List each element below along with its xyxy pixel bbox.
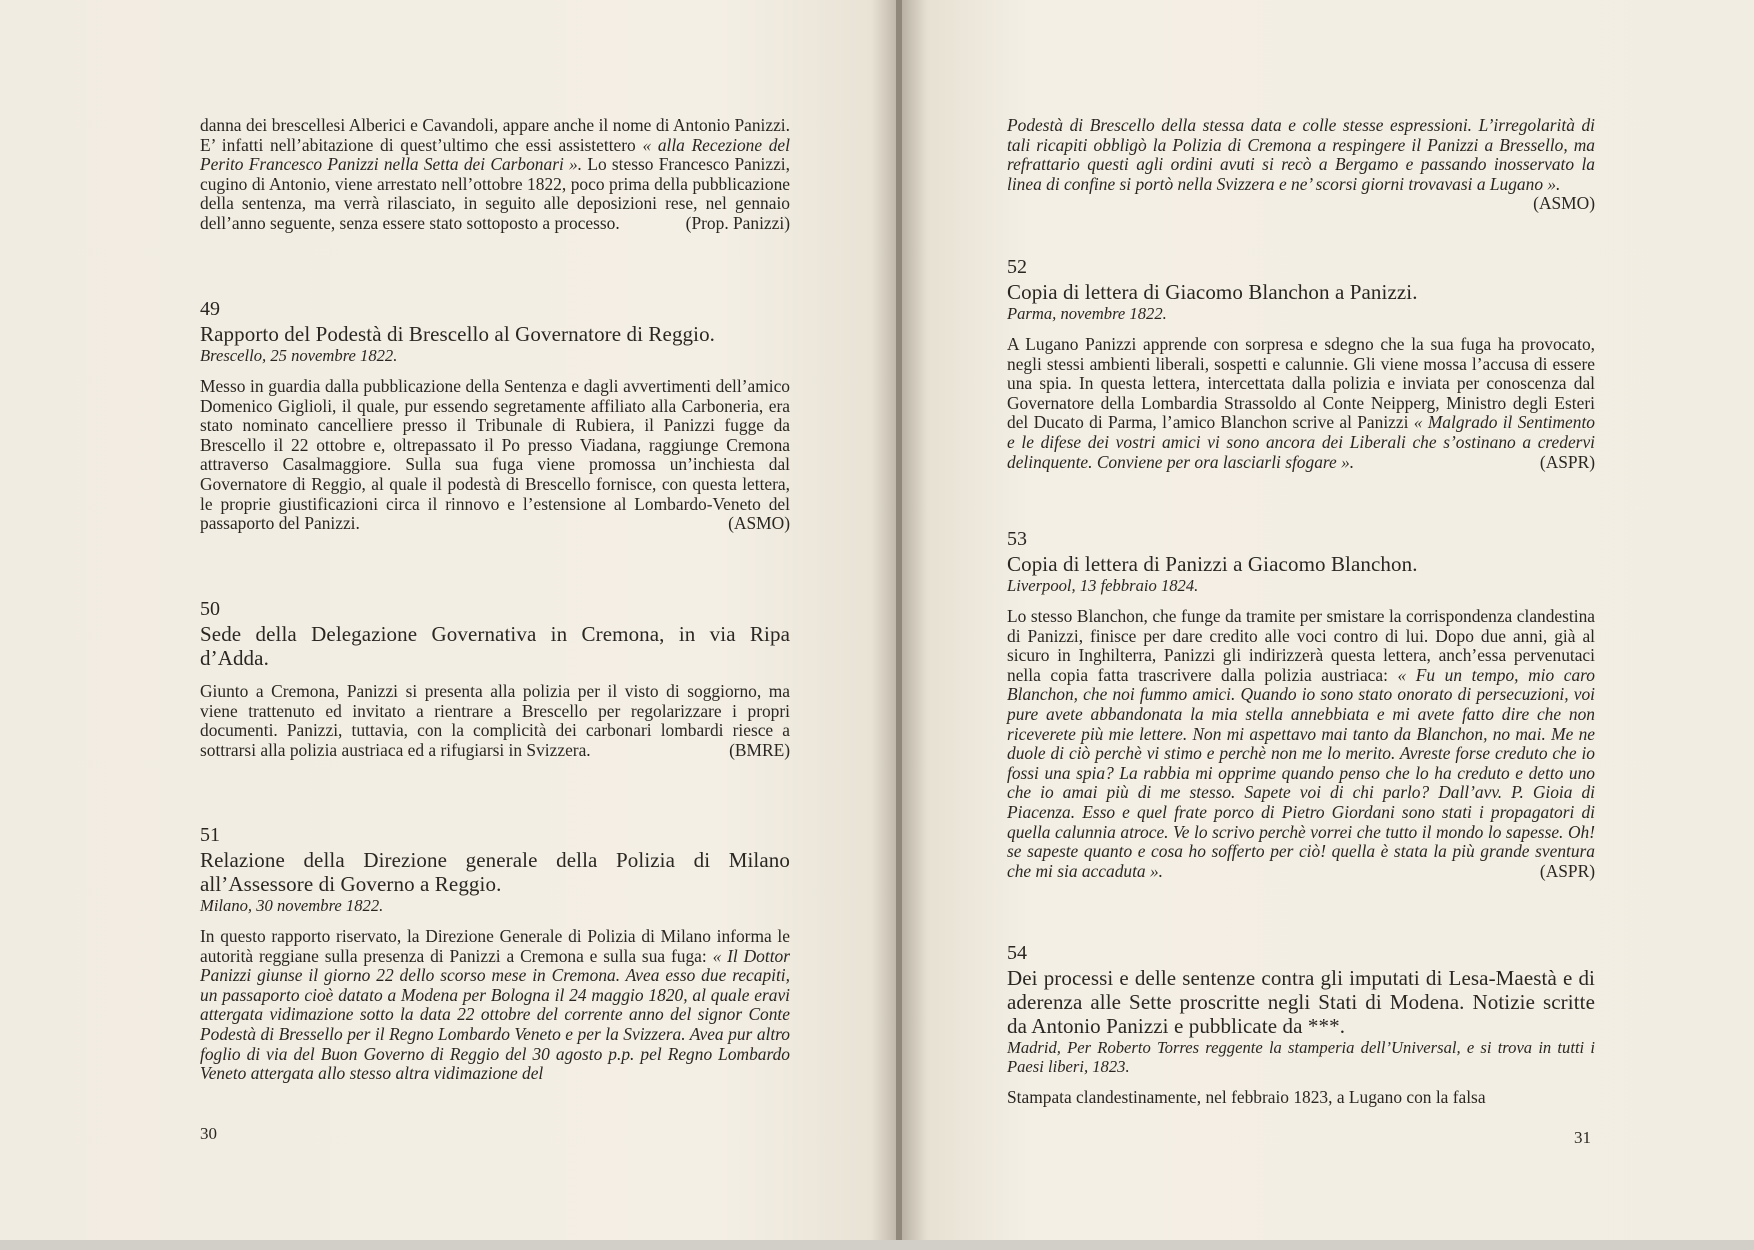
entry-body: Stampata clandestinamente, nel febbraio 1823, a Lugano con la falsa [1007,1087,1486,1107]
entry-number: 53 [1007,528,1027,550]
right-page [902,0,1754,1240]
source-citation: (ASMO) [728,513,790,534]
page-number-left: 30 [200,1124,217,1143]
entry-date: Parma, novembre 1822. [1007,304,1167,323]
entry-title: Dei processi e delle sentenze contra gli imputati di Lesa-Maestà e di aderenza alle Sette proscritte negli Stati di Modena. Notizie scritte da Antonio Panizzi e pubblicate da ***. [1007,966,1595,1038]
entry-date: Milano, 30 novembre 1822. [200,896,384,915]
page-number-right: 31 [1574,1128,1591,1147]
entry-body: Messo in guardia dalla pubblicazione della Sentenza e dagli avvertimenti dell’amico Domenico Giglioli, il quale, pur essendo segretamente affiliato alla Carboneria, era stato nominato cancelliere presso il Tribunale di Rubiera, il Panizzi fugge da Brescello il 22 ottobre e, oltrepassato il Po presso Viadana, raggiunge Cremona attraverso Casalmaggiore. Sulla sua fuga viene promossa un’inchiesta dal Governatore di Reggio, al quale il podestà di Brescello fornisce, con questa lettera, le proprie giustificazioni circa il rinnovo e l’estensione al Lombardo-Veneto del passaporto del Panizzi. (ASMO) [200,376,790,534]
entry-number: 54 [1007,942,1027,964]
source-citation: (ASPR) [1539,451,1595,472]
entry-number: 50 [200,598,220,620]
entry-body: Giunto a Cremona, Panizzi si presenta alla polizia per il visto di soggiorno, ma viene trattenuto ed invitato a rientrare a Brescello per regolarizzare i propri documenti. Panizzi, tuttavia, con la complicità dei carbonari lombardi riesce a sottrarsi alla polizia austriaca ed a rifugiarsi in Svizzera. (BMRE) [200,681,790,760]
entry-body: In questo rapporto riservato, la Direzione Generale di Polizia di Milano informa le autorità reggiane sulla presenza di Panizzi a Cremona e sulla sua fuga: « Il Dottor Panizzi giunse il giorno 22 dello scorso mese in Cremona. Avea esso due recapiti, un passaporto cioè datato a Modena per Bologna il 24 maggio 1820, al quale eravi attergata vidimazione sotto la data 22 ottobre del corrente anno del signor Conte Podestà di Bressello per il Regno Lombardo Veneto e per la Svizzera. Avea pur altro foglio di via del Buon Governo di Reggio del 30 agosto p.p. pel Regno Lombardo Veneto attergata allo stesso altra vidimazione del [200,926,790,1084]
entry-title: Sede della Delegazione Governativa in Cremona, in via Ripa d’Adda. [200,622,790,670]
source-citation: (BMRE) [729,739,790,760]
entry-number: 52 [1007,256,1027,278]
entry-53 [1007,528,1595,881]
entry-date: Madrid, Per Roberto Torres reggente la stamperia dell’Universal, e si trova in tutti i Paesi liberi, 1823. [1007,1038,1595,1076]
left-intro-paragraph: danna dei brescellesi Alberici e Cavandoli, appare anche il nome di Antonio Panizzi. E’ infatti nell’abitazione di quest’ultimo che essi assistettero « alla Recezione del Perito Francesco Panizzi nella Setta dei Carbonari ». Lo stesso Francesco Panizzi, cugino di Antonio, viene arrestato nell’ottobre 1822, poco prima della pubblicazione della sentenza, ma verrà rilasciato, in seguito alle deposizioni rese, nel gennaio dell’anno seguente, senza essere stato sottoposto a processo. (Prop. Panizzi) [200,115,790,233]
right-intro [1007,116,1595,214]
entry-50 [200,598,790,760]
entry-number: 51 [200,824,220,846]
entry-title: Relazione della Direzione generale della Polizia di Milano all’Assessore di Governo a Reggio. [200,848,790,896]
page-bottom-edge [0,1240,1754,1250]
entry-title: Copia di lettera di Panizzi a Giacomo Blanchon. [1007,552,1418,576]
entry-54 [1007,942,1595,1108]
source-citation: (ASMO) [1533,193,1595,214]
entry-number: 49 [200,298,220,320]
entry-49 [200,298,790,534]
entry-date: Liverpool, 13 febbraio 1824. [1007,576,1199,595]
entry-body: Lo stesso Blanchon, che funge da tramite per smistare la corrispondenza clandestina di Panizzi, finisce per dare credito alle voci contro di lui. Dopo due anni, già al sicuro in Inghilterra, Panizzi gli indirizzerà questa lettera, anch’essa pervenutaci nella copia fatta trascrivere dalla polizia austriaca: « Fu un tempo, mio caro Blanchon, che noi fummo amici. Quando io sono stato onorato di persecuzioni, voi pure avete abbandonata la mia stella annebbiata e mi avete fatto dire che non riceverete più mie lettere. Non mi aspettavo mai tanto da Blanchon, no mai. Me ne duole di ciò perchè vi stimo e perchè non me lo merito. Avreste forse creduto che io fossi una spia? La rabbia mi opprime quando penso che lo ha creduto e detto uno che io amai più di me stesso. Sapete voi di chi parlo? Dall’avv. P. Gioia di Piacenza. Esso e quel frate porco di Pietro Giordani sono stati i propagatori di quella calunnia atroce. Ve lo scrivo perchè vorrei che tutto il mondo lo sapesse. Oh! se sapeste quanto e cosa ho sofferto per ciò! quella è stata la più grande sventura che mi sia accaduta ». (ASPR) [1007,606,1595,881]
entry-52 [1007,256,1595,472]
left-intro [200,116,790,234]
entry-body: A Lugano Panizzi apprende con sorpresa e sdegno che la sua fuga ha provocato, negli stessi ambienti liberali, sospetti e calunnie. Gli viene mossa l’accusa di essere una spia. In questa lettera, intercettata dalla polizia e inviata per conoscenza dal Governatore della Lombardia Strassoldo al Conte Neipperg, Ministro degli Esteri del Ducato di Parma, l’amico Blanchon scrive al Panizzi « Malgrado il Sentimento e le difese dei vostri amici vi sono ancora dei Liberali che s’ostinano a credervi delinquente. Conviene per ora lasciarli sfogare ». (ASPR) [1007,334,1595,472]
right-intro-paragraph: Podestà di Brescello della stessa data e colle stesse espressioni. L’irregolarità di tali ricapiti obbligò la Polizia di Cremona a respingere il Panizzi a Bressello, ma refrattario questi agli ordini avuti si recò a Bergamo e passando inosservato la linea di confine si portò nella Svizzera e ne’ scorsi giorni trovavasi a Lugano ». (ASMO) [1007,115,1595,214]
source-citation: (ASPR) [1539,860,1595,881]
source-citation: (Prop. Panizzi) [685,212,790,233]
entry-title: Rapporto del Podestà di Brescello al Governatore di Reggio. [200,322,716,346]
entry-date: Brescello, 25 novembre 1822. [200,346,398,365]
entry-title: Copia di lettera di Giacomo Blanchon a Panizzi. [1007,280,1418,304]
entry-51 [200,824,790,1084]
